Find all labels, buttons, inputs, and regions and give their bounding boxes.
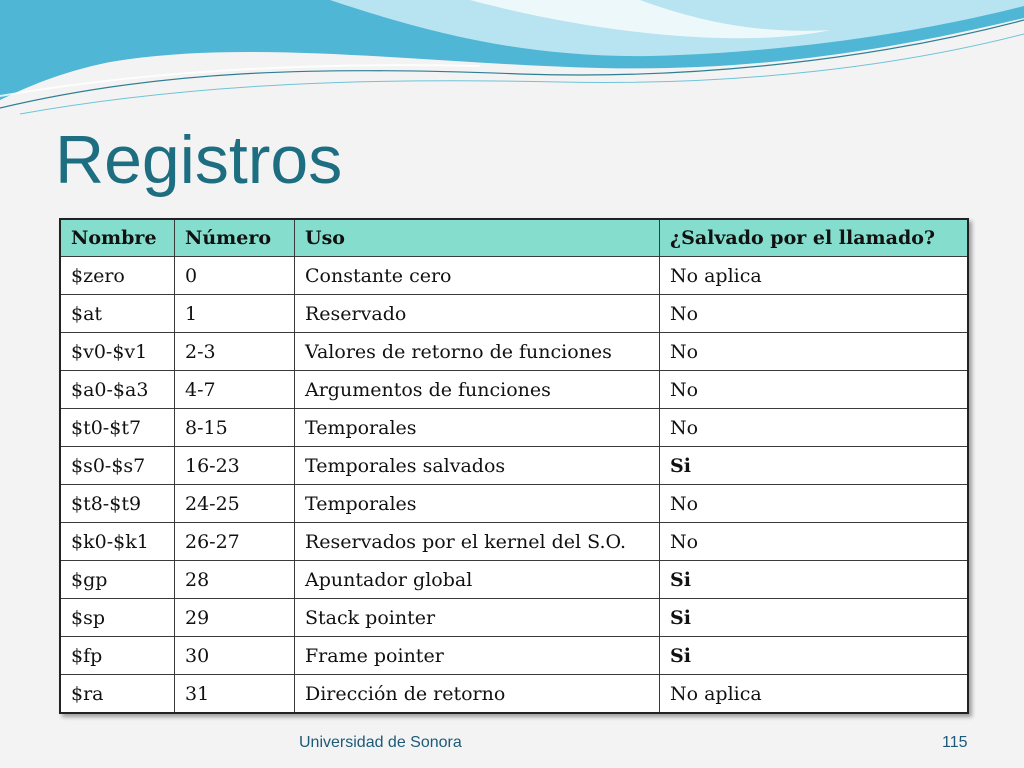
cell-uso: Constante cero — [295, 257, 660, 295]
footer-university: Universidad de Sonora — [299, 734, 462, 751]
cell-nombre: $t0-$t7 — [60, 409, 175, 447]
cell-uso: Reservados por el kernel del S.O. — [295, 523, 660, 561]
cell-numero: 4-7 — [175, 371, 295, 409]
registers-table — [59, 218, 969, 714]
header-nombre: Nombre — [60, 219, 175, 257]
cell-salvado: Si — [660, 599, 969, 637]
cell-nombre: $k0-$k1 — [60, 523, 175, 561]
cell-uso: Temporales — [295, 485, 660, 523]
cell-uso: Temporales — [295, 409, 660, 447]
cell-numero: 28 — [175, 561, 295, 599]
cell-salvado: Si — [660, 561, 969, 599]
cell-nombre: $gp — [60, 561, 175, 599]
header-salvado: ¿Salvado por el llamado? — [660, 219, 969, 257]
cell-numero: 1 — [175, 295, 295, 333]
cell-nombre: $a0-$a3 — [60, 371, 175, 409]
cell-salvado: No — [660, 333, 969, 371]
table-row — [60, 561, 968, 599]
cell-salvado: Si — [660, 447, 969, 485]
cell-uso: Frame pointer — [295, 637, 660, 675]
cell-salvado: No aplica — [660, 257, 969, 295]
cell-uso: Apuntador global — [295, 561, 660, 599]
header-uso: Uso — [295, 219, 660, 257]
table-row — [60, 295, 968, 333]
cell-numero: 8-15 — [175, 409, 295, 447]
cell-numero: 26-27 — [175, 523, 295, 561]
table-row — [60, 675, 968, 714]
header-numero: Número — [175, 219, 295, 257]
table-row — [60, 599, 968, 637]
cell-numero: 29 — [175, 599, 295, 637]
cell-uso: Dirección de retorno — [295, 675, 660, 714]
cell-numero: 30 — [175, 637, 295, 675]
table-row — [60, 333, 968, 371]
cell-numero: 31 — [175, 675, 295, 714]
table-header-row — [60, 219, 968, 257]
table-row — [60, 485, 968, 523]
page-number: 115 — [942, 734, 968, 751]
slide-title: Registros — [55, 122, 343, 198]
table-row — [60, 523, 968, 561]
table-body — [60, 257, 968, 714]
cell-uso: Stack pointer — [295, 599, 660, 637]
table-row — [60, 409, 968, 447]
cell-salvado: No — [660, 523, 969, 561]
cell-nombre: $t8-$t9 — [60, 485, 175, 523]
table-row — [60, 637, 968, 675]
cell-uso: Reservado — [295, 295, 660, 333]
cell-salvado: Si — [660, 637, 969, 675]
cell-nombre: $v0-$v1 — [60, 333, 175, 371]
table-row — [60, 371, 968, 409]
cell-salvado: No — [660, 409, 969, 447]
cell-salvado: No — [660, 485, 969, 523]
cell-salvado: No aplica — [660, 675, 969, 714]
cell-numero: 0 — [175, 257, 295, 295]
cell-uso: Temporales salvados — [295, 447, 660, 485]
table-row — [60, 447, 968, 485]
cell-salvado: No — [660, 295, 969, 333]
header-wave-decoration — [0, 0, 1024, 130]
cell-nombre: $fp — [60, 637, 175, 675]
cell-salvado: No — [660, 371, 969, 409]
cell-numero: 16-23 — [175, 447, 295, 485]
cell-uso: Valores de retorno de funciones — [295, 333, 660, 371]
cell-nombre: $sp — [60, 599, 175, 637]
cell-numero: 2-3 — [175, 333, 295, 371]
cell-uso: Argumentos de funciones — [295, 371, 660, 409]
cell-numero: 24-25 — [175, 485, 295, 523]
cell-nombre: $zero — [60, 257, 175, 295]
table-row — [60, 257, 968, 295]
cell-nombre: $at — [60, 295, 175, 333]
cell-nombre: $s0-$s7 — [60, 447, 175, 485]
cell-nombre: $ra — [60, 675, 175, 714]
